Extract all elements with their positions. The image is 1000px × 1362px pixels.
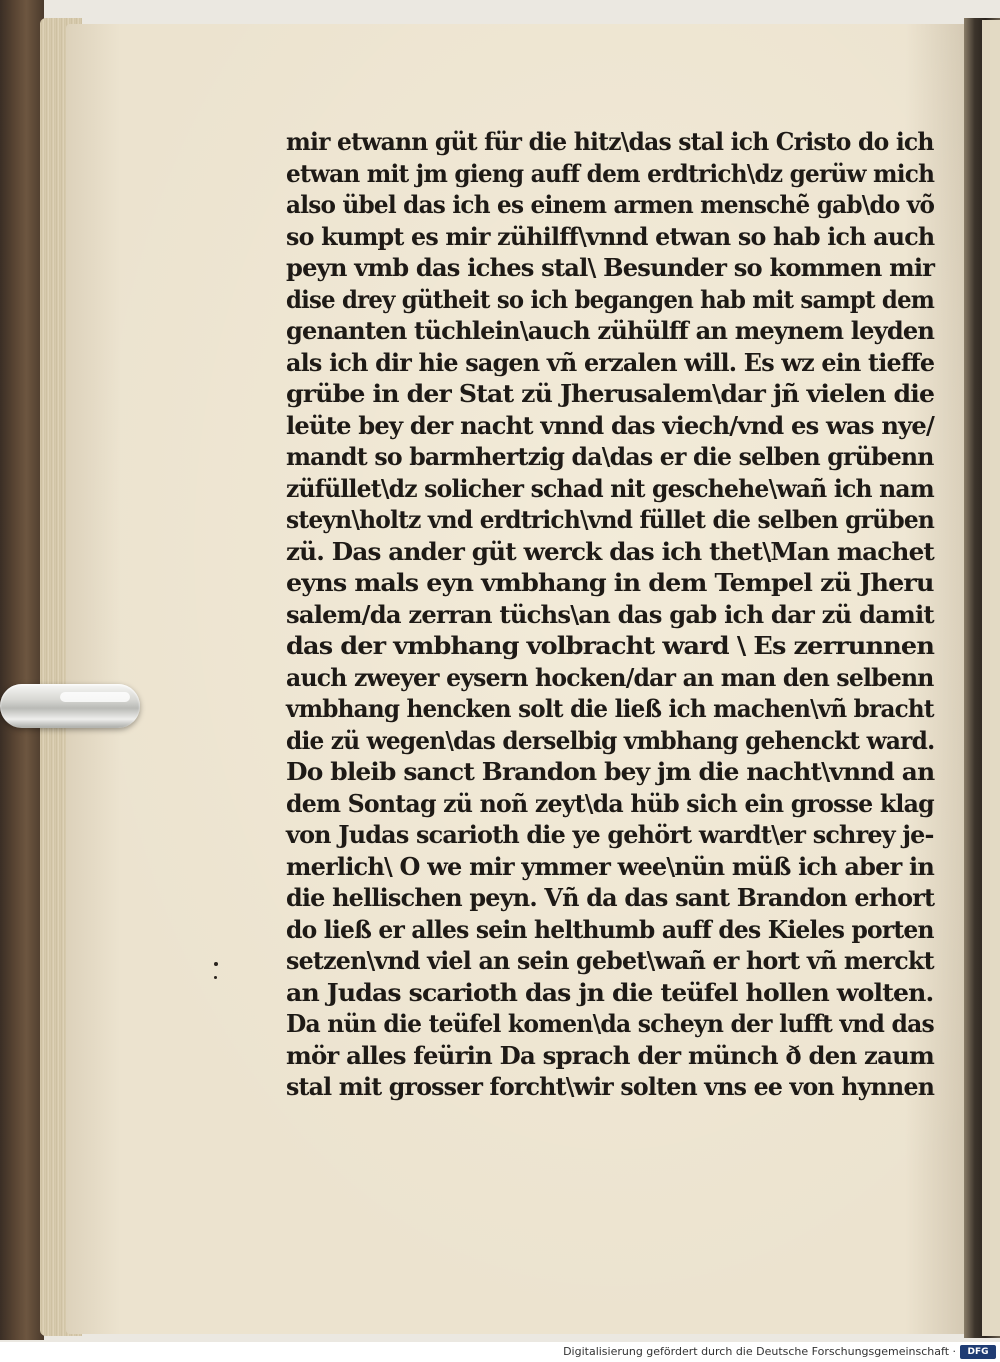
text-line: stal mit grosser forcht\wir solten vns ee von hynnen (286, 1072, 935, 1101)
text-line: steyn\holtz vnd erdtrich\vnd füllet die selben grüben (286, 505, 935, 534)
text-line: mör alles feürin Da sprach der münch ð den zaum (286, 1040, 934, 1070)
text-line: so kumpt es mir zühilff\vnnd etwan so hab ich auch (286, 221, 935, 251)
text-line: setzen\vnd viel an sein gebet\wañ er hort vñ merckt (286, 946, 934, 975)
ink-spot (214, 976, 217, 979)
text-line: grübe in der Stat zü Jherusalem\dar jñ vielen die (286, 379, 935, 408)
text-line: Da nün die teüfel komen\da scheyn der lufft vnd das (286, 1009, 934, 1038)
ink-spot (214, 962, 218, 966)
text-line: etwan mit jm gieng auff dem erdtrich\dz gerüw mich (286, 158, 935, 188)
text-line: von Judas scarioth die ye gehört wardt\er schrey je- (286, 820, 934, 849)
book-cover-edge (0, 0, 44, 1340)
text-line: peyn vmb das iches stal\ Besunder so kommen mir (286, 253, 935, 282)
page-text (286, 126, 936, 1103)
glass-page-holder (0, 684, 140, 728)
facing-page-edge (982, 20, 1000, 1336)
text-line: mandt so barmhertzig da\das er die selben grübenn (286, 442, 934, 471)
text-line: das der vmbhang volbracht ward \ Es zerrunnen (286, 631, 935, 660)
text-line: Do bleib sanct Brandon bey jm die nacht\vnnd an (286, 757, 935, 786)
footer-credit: Digitalisierung gefördert durch die Deutsche Forschungsgemeinschaft · (563, 1345, 956, 1358)
text-line: do ließ er alles sein helthumb auff des Kieles porten (286, 914, 934, 944)
text-line: als ich dir hie sagen vñ erzalen will. Es wz ein tieffe (286, 347, 935, 377)
text-line: dise drey gütheit so ich begangen hab mit sampt dem (286, 284, 935, 314)
text-line: leüte bey der nacht vnnd das viech/vnd es was nye/ (286, 410, 934, 440)
text-line: die zü wegen\das derselbig vmbhang gehenckt ward. (286, 725, 935, 755)
text-line: züfüllet\dz solicher schad nit geschehe\wañ ich nam (286, 473, 934, 503)
text-line: also übel das ich es einem armen menschẽ gab\do võ (286, 190, 935, 219)
dfg-logo: DFG (960, 1345, 996, 1359)
text-line: genanten tüchlein\auch zühülff an meynem leyden (286, 316, 935, 345)
text-line: an Judas scarioth das jn die teüfel hollen wolten. (286, 977, 934, 1007)
text-line: auch zweyer eysern hocken/dar an man den selbenn (286, 662, 934, 692)
text-line: vmbhang hencken solt die ließ ich machen\vñ bracht (286, 694, 934, 723)
text-line: dem Sontag zü noñ zeyt\da hüb sich ein grosse klag (286, 788, 934, 818)
text-line: eyns mals eyn vmbhang in dem Tempel zü Jheru (286, 568, 934, 597)
text-line: zü. Das ander güt werck das ich thet\Man machet (286, 536, 935, 566)
footer-bar (0, 1342, 1000, 1362)
text-line: die hellischen peyn. Vñ da das sant Brandon erhort (286, 883, 935, 912)
text-line: mir etwann güt für die hitz\das stal ich Cristo do ich (286, 127, 934, 156)
text-line: merlich\ O we mir ymmer wee\nün müß ich aber in (286, 851, 934, 881)
text-line: salem/da zerran tüchs\an das gab ich dar zü damit (286, 599, 934, 629)
